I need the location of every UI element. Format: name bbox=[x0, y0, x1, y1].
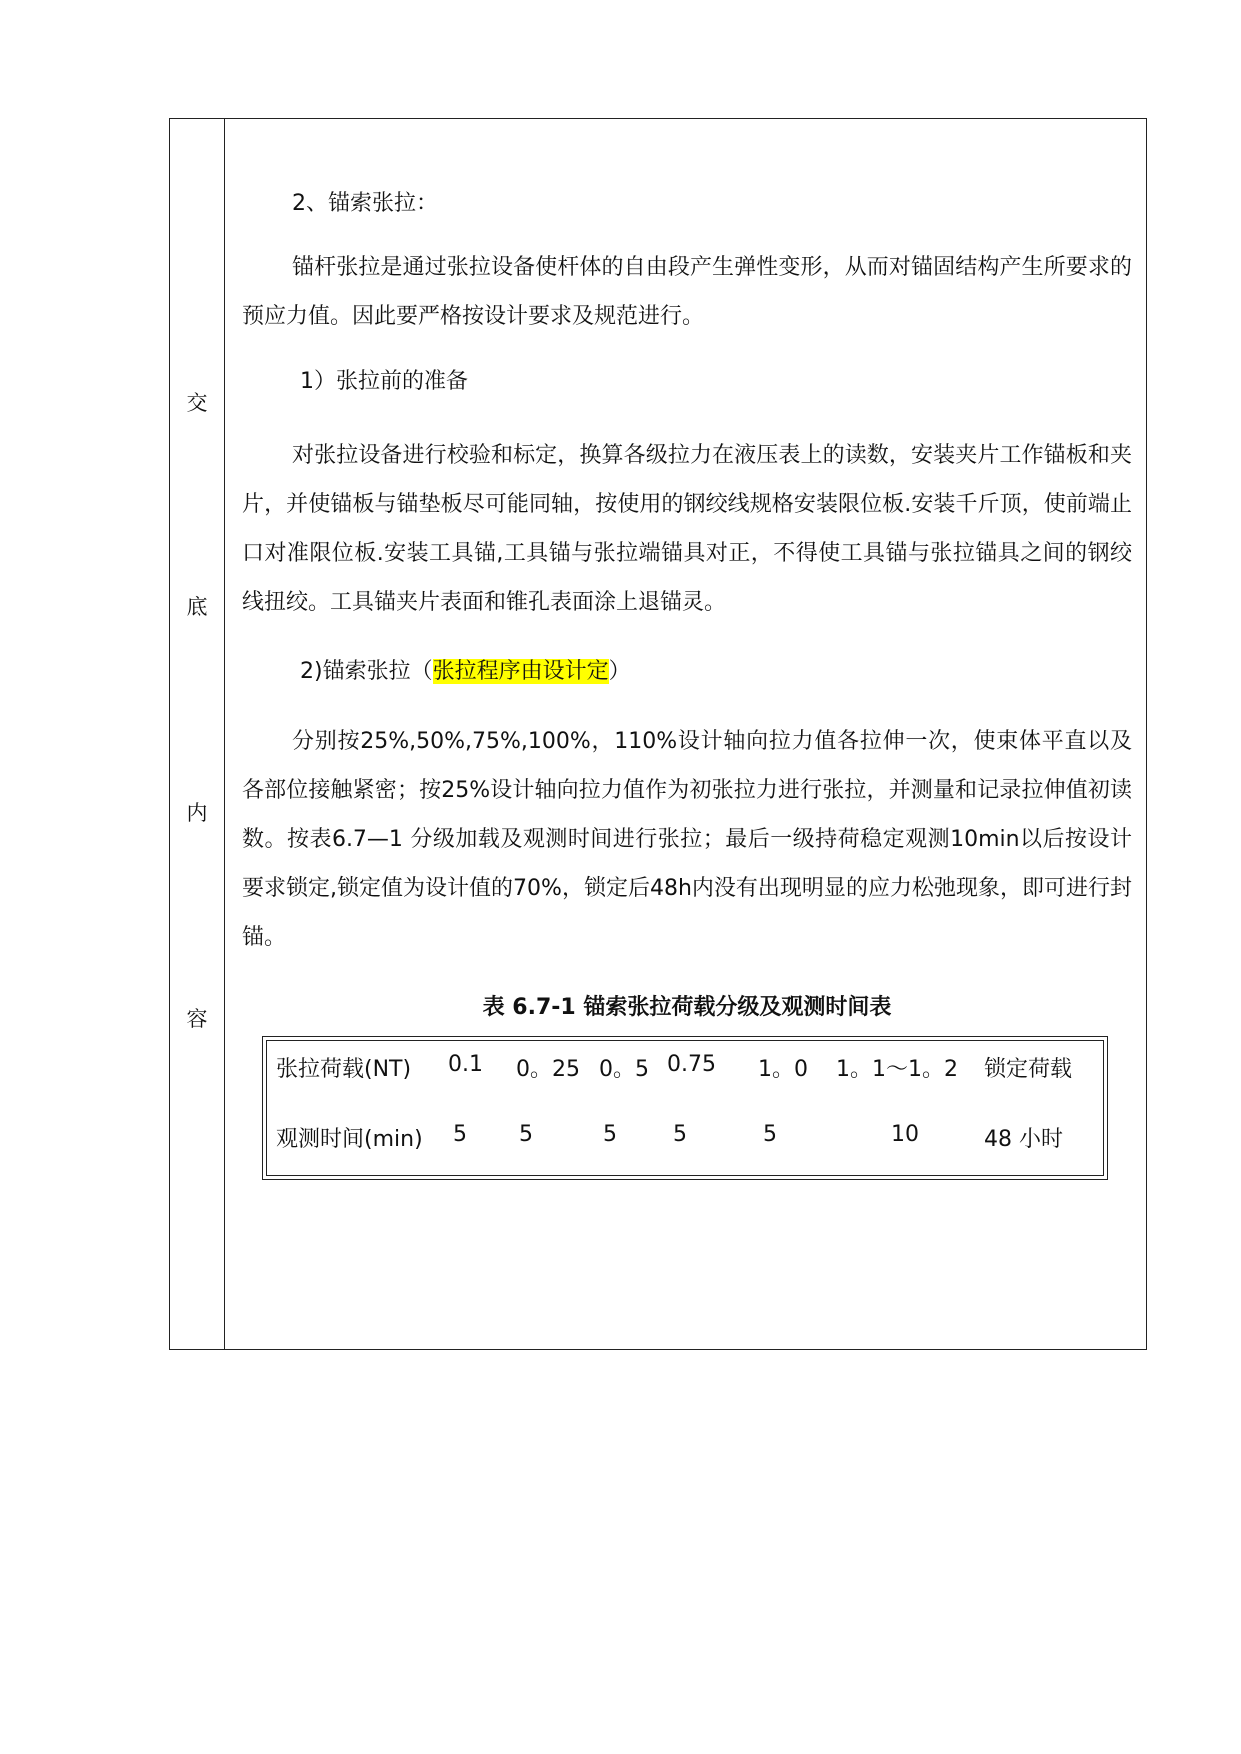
paragraph-tensioning: 分别按25%,50%,75%,100%，110%设计轴向拉力值各拉伸一次，使束体平直以及各部位接触紧密；按25%设计轴向拉力值作为初张拉力进行张拉，并测量和记录拉伸值初读数。按表6.7—1 分级加载及观测时间进行张拉；最后一级持荷稳定观测10min以后按设计要求锁定,锁定值为设计值的70%，锁定后48h内没有出现明显的应力松弛现象，即可进行封锚。 bbox=[242, 729, 1132, 950]
table-cell-r1c6: 1。0 bbox=[758, 1057, 808, 1082]
table-cell-r1c2: 0.1 bbox=[448, 1052, 483, 1077]
table-cell-r1c1: 张拉荷载(NT) bbox=[276, 1057, 412, 1082]
table-cell-r2c6: 5 bbox=[763, 1122, 777, 1147]
table-cell-r2c2: 5 bbox=[453, 1122, 467, 1147]
highlighted-text: 张拉程序由设计定 bbox=[432, 659, 609, 684]
subheading-prefix: 2)锚索张拉（ bbox=[300, 659, 433, 684]
table-cell-r1c3: 0。25 bbox=[516, 1057, 580, 1082]
table-cell-r2c7: 10 bbox=[891, 1122, 919, 1147]
table-cell-r2c5: 5 bbox=[673, 1122, 687, 1147]
subheading-suffix: ） bbox=[608, 659, 631, 684]
table-cell-r1c4: 0。5 bbox=[599, 1057, 649, 1082]
table-cell-r2c1: 观测时间(min) bbox=[276, 1127, 423, 1152]
table-cell-r2c4: 5 bbox=[603, 1122, 617, 1147]
side-label-char-4: 容 bbox=[186, 1007, 208, 1031]
table-caption: 表 6.7-1 锚索张拉荷载分级及观测时间表 bbox=[482, 995, 892, 1020]
side-label-char-3: 内 bbox=[186, 801, 208, 825]
side-label-char-2: 底 bbox=[186, 595, 208, 619]
column-divider bbox=[224, 119, 225, 1349]
table-cell-r1c7: 1。1～1。2 bbox=[836, 1057, 958, 1082]
subheading-tensioning bbox=[242, 647, 1132, 696]
table-cell-r2c3: 5 bbox=[519, 1122, 533, 1147]
paragraph-preparation: 对张拉设备进行校验和标定，换算各级拉力在液压表上的读数，安装夹片工作锚板和夹片，并使锚板与锚垫板尽可能同轴，按使用的钢绞线规格安装限位板.安装千斤顶，使前端止口对准限位板.安装工具锚,工具锚与张拉端锚具对正，不得使工具锚与张拉锚具之间的钢绞线扭绞。工具锚夹片表面和锥孔表面涂上退锚灵。 bbox=[242, 443, 1132, 615]
subheading-preparation: 1）张拉前的准备 bbox=[300, 369, 468, 394]
table-cell-r1c5: 0.75 bbox=[667, 1052, 716, 1077]
table-cell-r2c8: 48 小时 bbox=[984, 1127, 1063, 1152]
load-table bbox=[262, 1036, 1108, 1180]
section-heading: 2、锚索张拉： bbox=[292, 191, 438, 216]
table-cell-r1c8: 锁定荷载 bbox=[984, 1057, 1073, 1082]
side-label-char-1: 交 bbox=[186, 391, 208, 415]
paragraph-intro: 锚杆张拉是通过张拉设备使杆体的自由段产生弹性变形，从而对锚固结构产生所要求的预应力值。因此要严格按设计要求及规范进行。 bbox=[242, 255, 1132, 329]
